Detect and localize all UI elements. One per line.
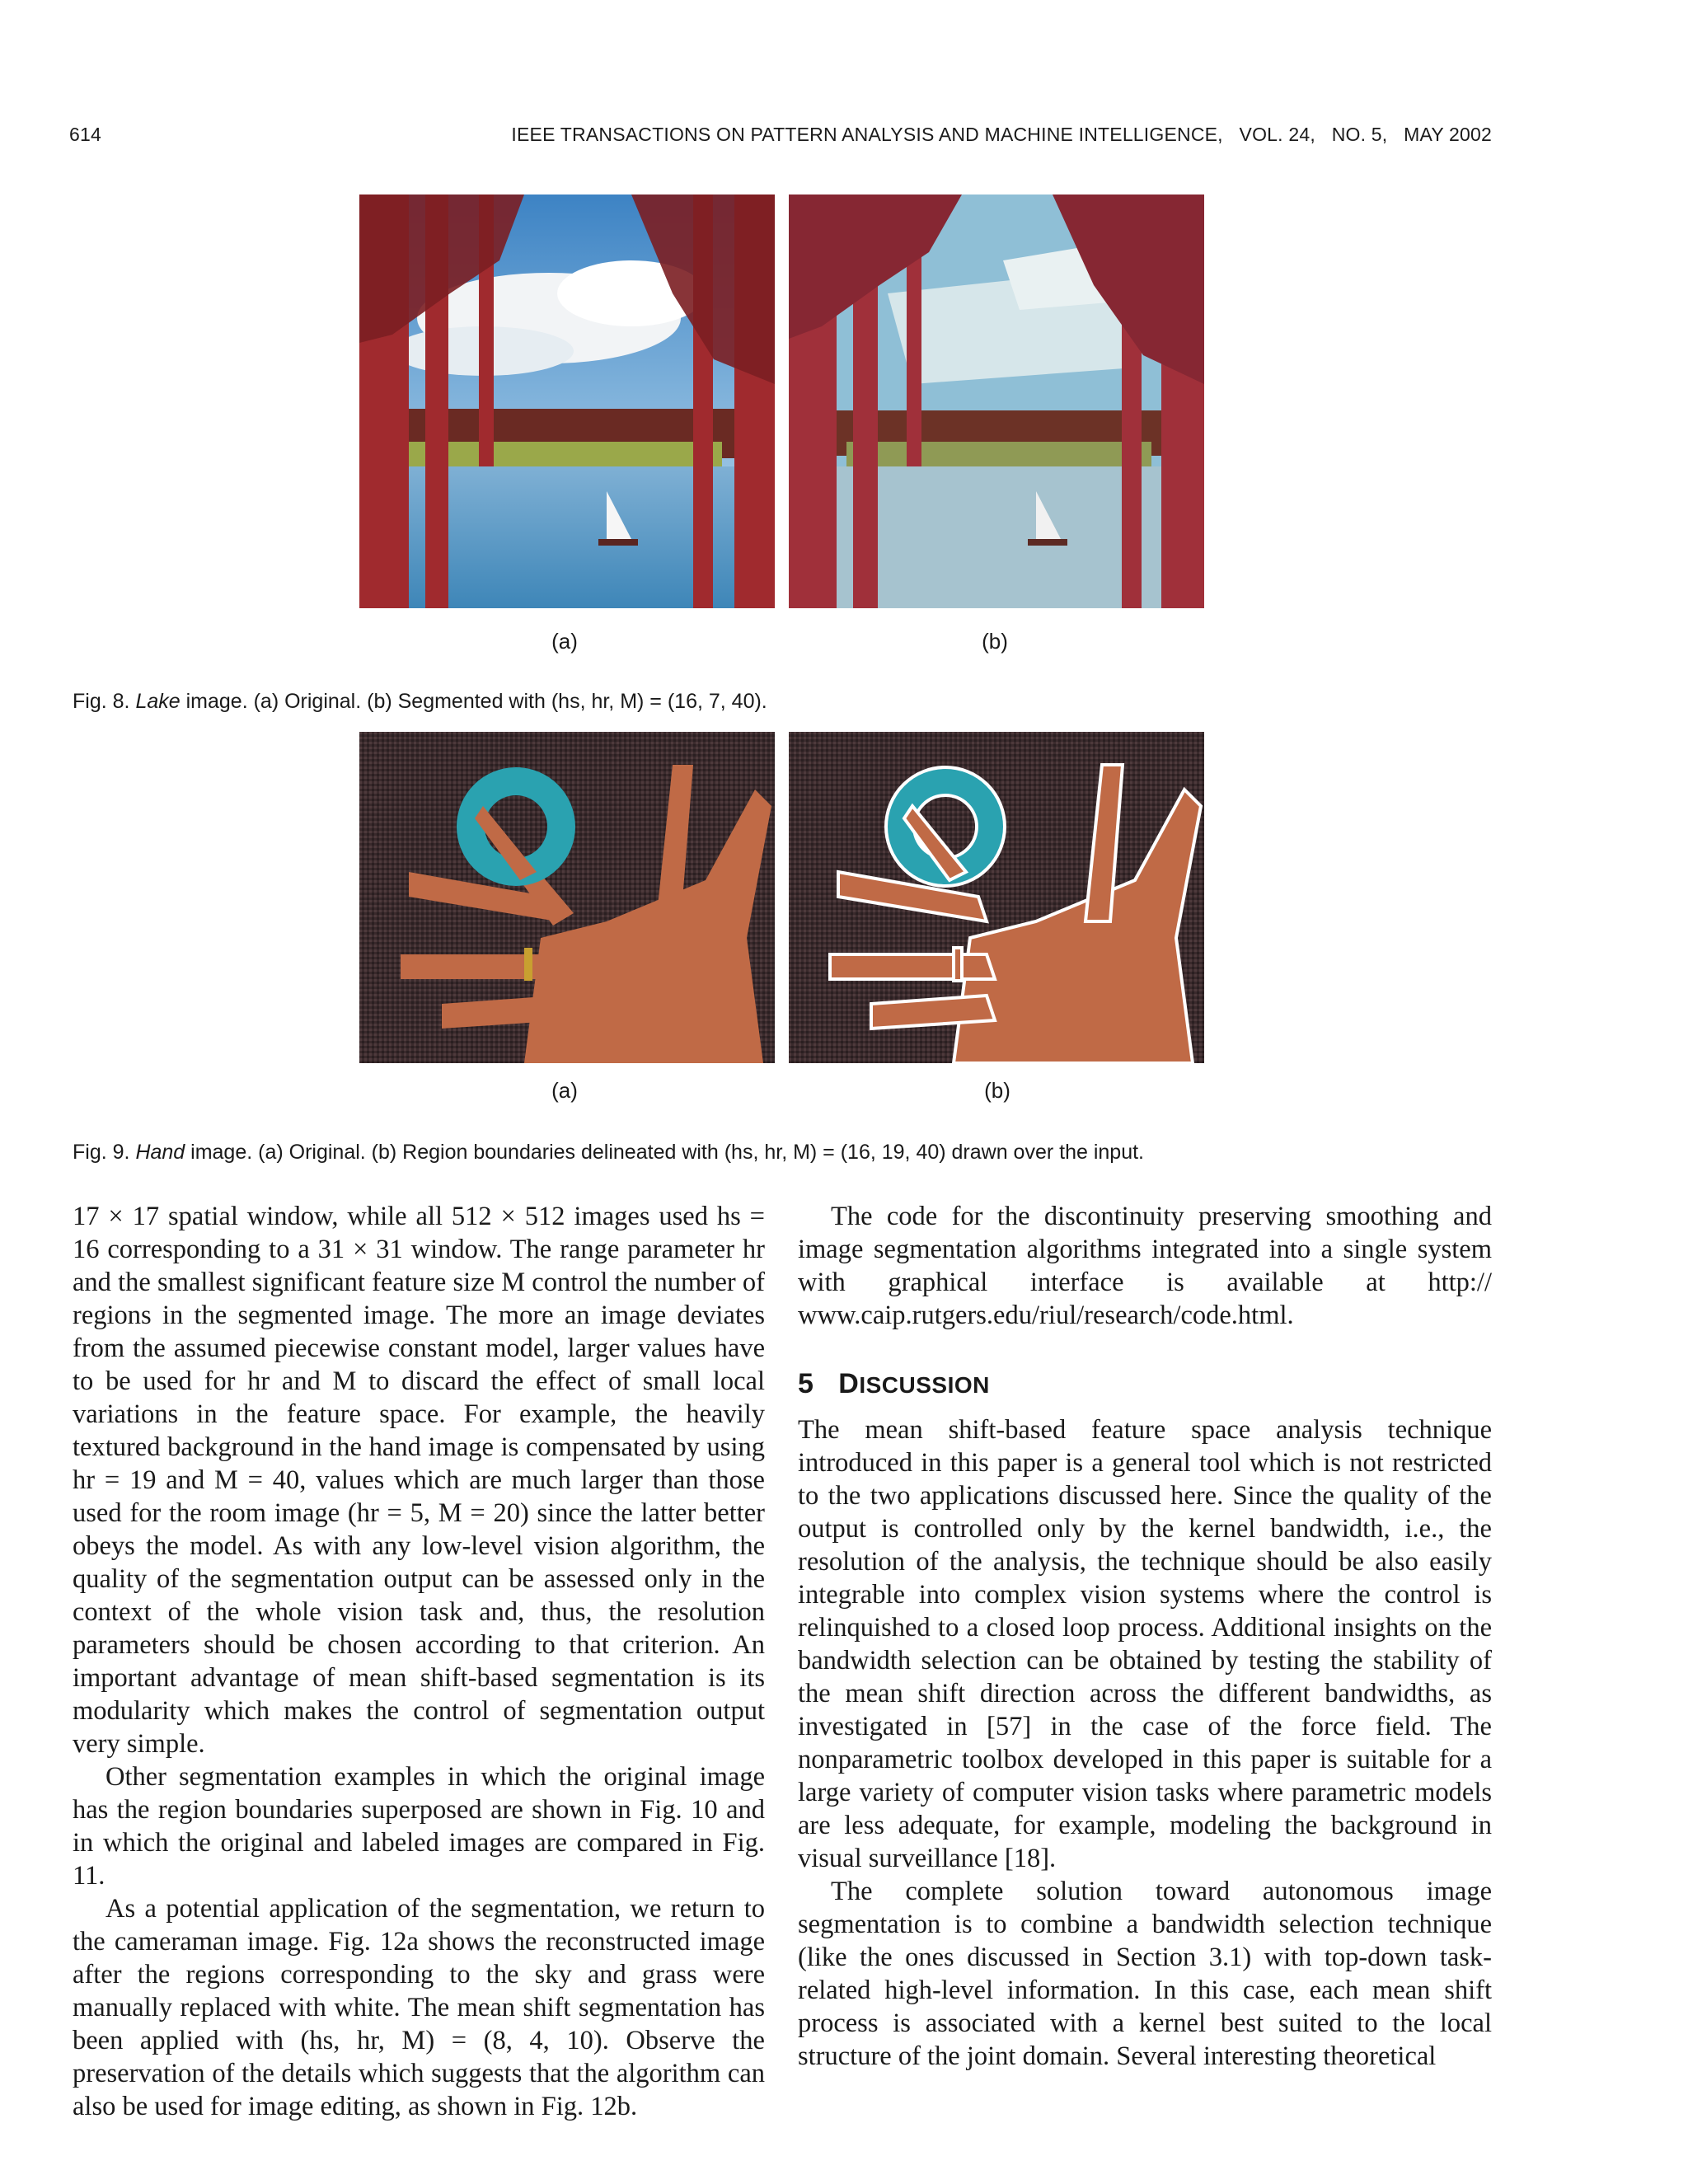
right-paragraph-3: The complete solution toward autonomous image segmentation is to combine a bandwidth selection technique (like the ones discussed in Section 3.1) with top-down task-related high-level information. In this case, each mean shift process is associated with a kernel best suited to the local structure of the joint domain. Several interesting theoretical	[798, 1877, 1492, 2071]
section-title-rest: ISCUSSION	[859, 1372, 990, 1398]
journal-title: IEEE TRANSACTIONS ON PATTERN ANALYSIS AND MACHINE INTELLIGENCE, VOL. 24, NO. 5, MAY 2002	[511, 124, 1492, 145]
running-header	[69, 124, 1492, 153]
section-heading	[798, 1368, 990, 1400]
fig8-caption	[73, 687, 767, 715]
fig8-caption-text: image. (a) Original. (b) Segmented with (hs, hr, M) = (16, 7, 40).	[180, 690, 767, 713]
page-number: 614	[69, 124, 101, 145]
right-column-body	[798, 1413, 1492, 2073]
right-paragraph-1: The code for the discontinuity preserving smoothing and image segmentation algorithms integrated into a single system with graphical interface is available at http:// www.caip.rutgers.edu/riul/research/code.html.	[798, 1202, 1492, 1330]
fig8-label-b: (b)	[982, 629, 1008, 654]
lake-original-image	[359, 194, 775, 608]
fig9-caption-name: Hand	[135, 1141, 185, 1164]
fig9-caption	[73, 1138, 1144, 1166]
right-column	[798, 1200, 1492, 1332]
fig8-caption-name: Lake	[135, 690, 181, 713]
left-paragraph-1: 17 × 17 spatial window, while all 512 × 512 images used hs = 16 corresponding to a 31 × 31 window. The range parameter hr and the smallest significant feature size M control the number of regions in the segmented image. The more an image deviates from the assumed piecewise constant model, larger values have to be used for hr and M to discard the effect of small local variations in the feature space. For example, the heavily textured background in the hand image is compensated by using hr = 19 and M = 40, values which are much larger than those used for the room image (hr = 5, M = 20) since the latter better obeys the model. As with any low-level vision algorithm, the quality of the segmentation output can be assessed only in the context of the whole vision task and, thus, the resolution parameters should be chosen according to that criterion. An important advantage of mean shift-based segmentation is its modularity which makes the control of segmentation output very simple.	[73, 1202, 765, 1759]
hand-original-image	[359, 732, 775, 1063]
left-paragraph-2: Other segmentation examples in which the original image has the region boundaries superposed are shown in Fig. 10 and in which the original and labeled images are compared in Fig. 11.	[73, 1762, 765, 1891]
fig8-label-a: (a)	[551, 629, 578, 654]
fig9-label-a: (a)	[551, 1078, 578, 1103]
left-paragraph-3: As a potential application of the segmentation, we return to the cameraman image. Fig. 12a shows the reconstructed image after the regions corresponding to the sky and grass were manually replaced with white. The mean shift segmentation has been applied with (hs, hr, M) = (8, 4, 10). Observe the preservation of the details which suggests that the algorithm can also be used for image editing, as shown in Fig. 12b.	[73, 1894, 765, 2121]
section-number: 5	[798, 1368, 814, 1399]
fig9-caption-prefix: Fig. 9.	[73, 1141, 130, 1164]
fig8-caption-prefix: Fig. 8.	[73, 690, 130, 713]
left-column	[73, 1200, 765, 2123]
section-title-initial: D	[838, 1368, 860, 1399]
fig9-label-b: (b)	[984, 1078, 1010, 1103]
fig9-caption-text: image. (a) Original. (b) Region boundaries delineated with (hs, hr, M) = (16, 19, 40) drawn over the input.	[185, 1141, 1144, 1164]
hand-boundaries-image	[789, 732, 1204, 1063]
right-paragraph-2: The mean shift-based feature space analysis technique introduced in this paper is a general tool which is not restricted to the two applications discussed here. Since the quality of the output is controlled only by the kernel bandwidth, i.e., the resolution of the analysis, the technique should be also easily integrable into complex vision systems where the control is relinquished to a closed loop process. Additional insights on the bandwidth selection can be obtained by testing the stability of the mean shift direction across the different bandwidths, as investigated in [57] in the case of the force field. The nonparametric toolbox developed in this paper is suitable for a large variety of computer vision tasks where parametric models are less adequate, for example, modeling the background in visual surveillance [18].	[798, 1415, 1492, 1873]
lake-segmented-image	[789, 194, 1204, 608]
